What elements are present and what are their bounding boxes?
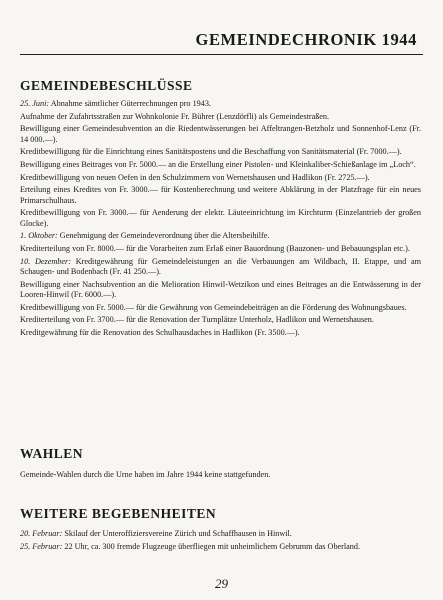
chronicle-entry [20,315,421,325]
chronicle-entry [20,124,421,145]
entry-text: Kreditbewilligung von neuen Oefen in den Schulzimmern von Wernetshausen und Hadlikon (Fr. 2725.—). [20,172,370,182]
entry-text: 22 Uhr, ca. 300 fremde Flugzeuge überfliegen mit unheimlichem Gebrumm das Oberland. [62,541,361,551]
entry-text: Skilauf der Unteroffiziersvereine Zürich und Schaffhausen in Hinwil. [62,529,292,538]
chronicle-entry [20,173,421,183]
entry-date: 25. Februar: [20,541,63,551]
entry-text: Erteilung eines Kredites von Fr. 3000.— für Kostenberechnung und weitere Abklärung in der Platzfrage für ein neues Primarschulhaus. [20,185,421,205]
entry-text: Bewilligung einer Gemeindesubvention an die Riedentwässerungen bei Affeltrangen-Betzholz und Sonnenhof-Lenz (Fr. 14 000.—). [20,124,421,144]
chronicle-entry [20,231,421,241]
section-heading-beschluesse: GEMEINDEBESCHLÜSSE [20,78,193,93]
entry-text: Bewilligung einer Nachsubvention an die Melioration Hinwil-Wetzikon und eines Beitrages an die Entwässerung in der Looren-Hinwil (Fr. 6000.—). [20,279,421,300]
chronicle-entry [20,244,421,254]
chronicle-entry [20,280,421,301]
chronicle-entry [20,99,421,109]
entry-text: Aufnahme der Zufahrtsstraßen zur Wohnkolonie Fr. Bührer (Lenzdörfli) als Gemeindestraßen. [20,111,330,121]
entry-text: Kreditgewährung für Gemeindeleistungen an die Verbauungen am Wildbach, II. Etappe, und am Schaugen- und Bodenbach (Fr. 41 250.—). [20,256,421,277]
chronicle-entry [20,160,421,170]
begebenheiten-list [20,529,421,554]
entry-text: Abnahme sämtlicher Güterrechnungen pro 1943. [49,99,211,108]
entry-text: Gemeinde-Wahlen durch die Urne haben im Jahre 1944 keine stattgefunden. [20,470,271,479]
chronicle-entry [20,328,421,338]
title-rule [20,54,423,55]
entry-text: Genehmigung der Gemeindeverordnung über die Altersbeihilfe. [57,231,270,241]
chronicle-entry [20,185,421,206]
chronicle-entry [20,112,421,122]
chronicle-entry [20,529,421,539]
entry-text: Kreditbewilligung von Fr. 3000.— für Aenderung der elektr. Läuteeinrichtung im Kirchturm (Einzelantrieb der großen Glocke). [20,208,421,228]
chronicle-entry [20,147,421,157]
entry-text: Bewilligung eines Beitrages von Fr. 5000.— an die Erstellung einer Pistolen- und Kleinkaliber-Schießanlage im „Loch“. [20,160,416,170]
chronicle-entry [20,470,421,480]
entry-date: 1. Oktober: [20,231,58,241]
page-number: 29 [215,576,228,591]
entry-text: Kreditbewilligung von Fr. 5000.— für die Gewährung von Gemeindebeiträgen an die Förderung des Wohnungsbaues. [20,302,407,312]
beschluesse-list [20,99,421,341]
wahlen-list [20,470,421,483]
chronicle-entry [20,257,421,278]
entry-date: 25. Juni: [20,99,50,108]
section-heading-wahlen: WAHLEN [20,446,84,461]
chronicle-entry [20,303,421,313]
entry-text: Krediterteilung von Fr. 3700.— für die Renovation der Turnplätze Unterholz, Hadlikon und Wernetshausen. [20,315,374,325]
entry-date: 20. Februar: [20,529,63,538]
chronicle-entry [20,208,421,229]
entry-date: 10. Dezember: [20,256,71,266]
section-heading-begebenheiten: WEITERE BEGEBENHEITEN [20,506,217,521]
running-title: GEMEINDECHRONIK 1944 [195,30,417,49]
entry-text: Kreditgewährung für die Renovation des Schulhausdaches in Hadlikon (Fr. 3500.—). [20,328,300,338]
entry-text: Krediterteilung von Fr. 8000.— für die Vorarbeiten zum Erlaß einer Bauordnung (Bauzonen- und Bebauungsplan etc.). [20,244,410,254]
chronicle-entry [20,542,421,552]
entry-text: Kreditbewilligung für die Einrichtung eines Sanitätspostens und die Beschaffung von Sanitätsmaterial (Fr. 7000.—). [20,147,402,157]
